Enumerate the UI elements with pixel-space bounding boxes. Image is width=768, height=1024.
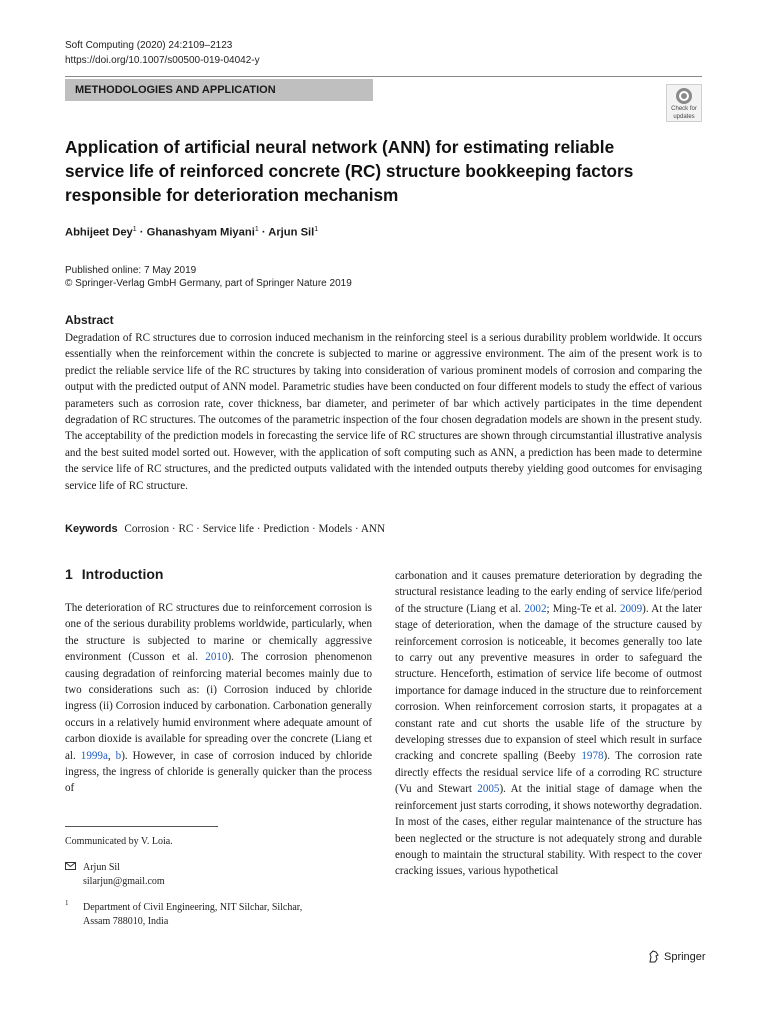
affiliation-marker: 1 [314,226,319,233]
check-for-updates-icon [676,88,692,104]
article-title: Application of artificial neural network (ANN) for estimating reliable service life of reinforced concrete (RC) structure bookkeeping factors responsible for deterioration mechanism [65,137,634,205]
body-text: The deterioration of RC structures due to reinforcement corrosion is one of the serious durability problems worldwide, particularly, when the structure is subjected to marine or chemically aggressive environment (Cusson et al. [65,602,372,664]
citation-link[interactable]: b [115,749,122,762]
author-separator: · [136,226,147,239]
doi-link[interactable]: https://doi.org/10.1007/s00500-019-04042-y [65,55,260,66]
category-banner [65,79,373,101]
keywords [65,523,385,535]
abstract-text: Degradation of RC structures due to corrosion induced mechanism in the reinforcing steel is a serious durability problem worldwide. It occurs essentially when the reinforcement within the concrete is subjected to marine or aggressive environment. The aim of the present work is to predict the reliable service life of the RC structures by taking into consideration of various prominent models of corrosion and comparing the output with the predicted output of ANN model. Parametric studies have been conducted on four different models to study the effect of various parameters such as corrosion rate, cover thickness, bar diameter, and perimeter of bar which actively participates in the time dependent degradation of RC structures. The outcomes of the parametric inspection of the four chosen degradation models are shown in the present study. The acceptability of the prediction models in forecasting the service life of RC structures are shown through circumstantial illustrative analysis and the best suited model sorted out. However, with the application of soft computing such as ANN, a prediction has been made to determine the service life of RC structures, and the predicted outputs validated with the intended outputs thereby yielding good outcomes for envisaging service life of RC structure. [65,332,702,492]
badge-text-2: updates [673,114,695,120]
body-text: ). At the initial stage of damage when the reinforcement just starts corroding, it shows noteworthy degradation. In most of the cases, either regular maintenance of the structure has been neglected or the structure is not adequately strong and durable enough to maintain the structural stability. With respect to the cover cracking issues, various hypothetical [395,783,703,878]
citation-link[interactable]: 2009 [619,602,643,615]
intro-paragraph-left [65,600,372,797]
intro-paragraph-right [395,568,702,880]
section-number: 1 [65,566,73,582]
affiliation [83,901,302,928]
body-text: ). The corrosion phenomenon causing degradation of reinforcing material becomes mainly due to two considerations such as: (i) Corrosion induced by chloride ingress (ii) Corrosion induced by carbonation. Carbonation generally occurs in a relatively humid environment where adequate amount of carbon dioxide is available for spreading over the concrete (Liang et al. [65,651,372,762]
affiliation-line: Department of Civil Engineering, NIT Silchar, Silchar, [83,902,303,913]
citation-link[interactable]: 2002 [524,602,547,615]
citation-link[interactable]: 1978 [581,750,604,763]
envelope-icon [65,862,76,870]
springer-horse-icon [648,950,660,963]
category-label: METHODOLOGIES AND APPLICATION [75,84,276,96]
author-separator: · [258,226,269,239]
publisher-mark [648,950,706,963]
keywords-list: Corrosion · RC · Service life · Prediction · Models · ANN [124,523,386,535]
affiliation-line: Assam 788010, India [83,915,169,927]
author-list [65,226,318,239]
author-name[interactable]: Ghanashyam Miyani [146,226,255,239]
citation-link[interactable]: 2005 [477,783,500,796]
keywords-label: Keywords [65,523,118,535]
communicated-by: Communicated by V. Loia. [65,836,173,847]
citation-link[interactable]: 2010 [205,651,228,664]
corresponding-author [83,861,165,888]
author-name[interactable]: Abhijeet Dey [65,226,133,239]
check-for-updates-badge[interactable] [666,84,702,122]
badge-text-1: Check for [671,106,697,112]
body-text: ). However, in case of corrosion induced by chloride ingress, the ingress of chloride is generally quicker than the process of [65,749,373,795]
section-heading [65,566,163,582]
body-text: ; Ming-Te et al. [546,602,620,615]
journal-citation: Soft Computing (2020) 24:2109–2123 [65,40,233,51]
header-divider [65,76,702,77]
published-date: Published online: 7 May 2019 [65,265,197,276]
affiliation-marker: 1 [254,226,259,233]
affiliation-marker: 1 [132,226,137,233]
body-text: ). The corrosion rate directly effects the residual service life of a corroding RC structure (Vu and Stewart [395,750,703,796]
publisher-name: Springer [664,950,706,963]
citation-link[interactable]: 1999a [80,749,108,762]
body-text: ). At the later stage of deterioration, when the damage of the structure caused by reinforcement corrosion is noticeable, it becomes generally too late to carry out any preventive measures in order to safeguard the structure. Henceforth, estimation of service life become of outmost importance for damage induced in the structure due to reinforcement corrosion. When reinforcement corrosion starts, it propagates at a constant rate and cut shorts the usable life of the structure by developing stresses due to expansion of steel which result in surface cracking and concrete spalling (Beeby [395,602,703,763]
abstract-heading: Abstract [65,313,114,327]
body-text: , [107,749,116,762]
author-name[interactable]: Arjun Sil [268,226,315,239]
corresponding-name: Arjun Sil [83,862,120,873]
corresponding-email[interactable]: silarjun@gmail.com [83,875,165,887]
affiliation-number: 1 [65,899,69,907]
footnote-divider [65,826,218,827]
section-title: Introduction [81,566,164,582]
body-text: carbonation and it causes premature deterioration by degrading the structural resistance leading to the early ending of service life/period of the structure (Liang et al. [395,570,702,615]
copyright-line: © Springer-Verlag GmbH Germany, part of Springer Nature 2019 [65,278,352,289]
